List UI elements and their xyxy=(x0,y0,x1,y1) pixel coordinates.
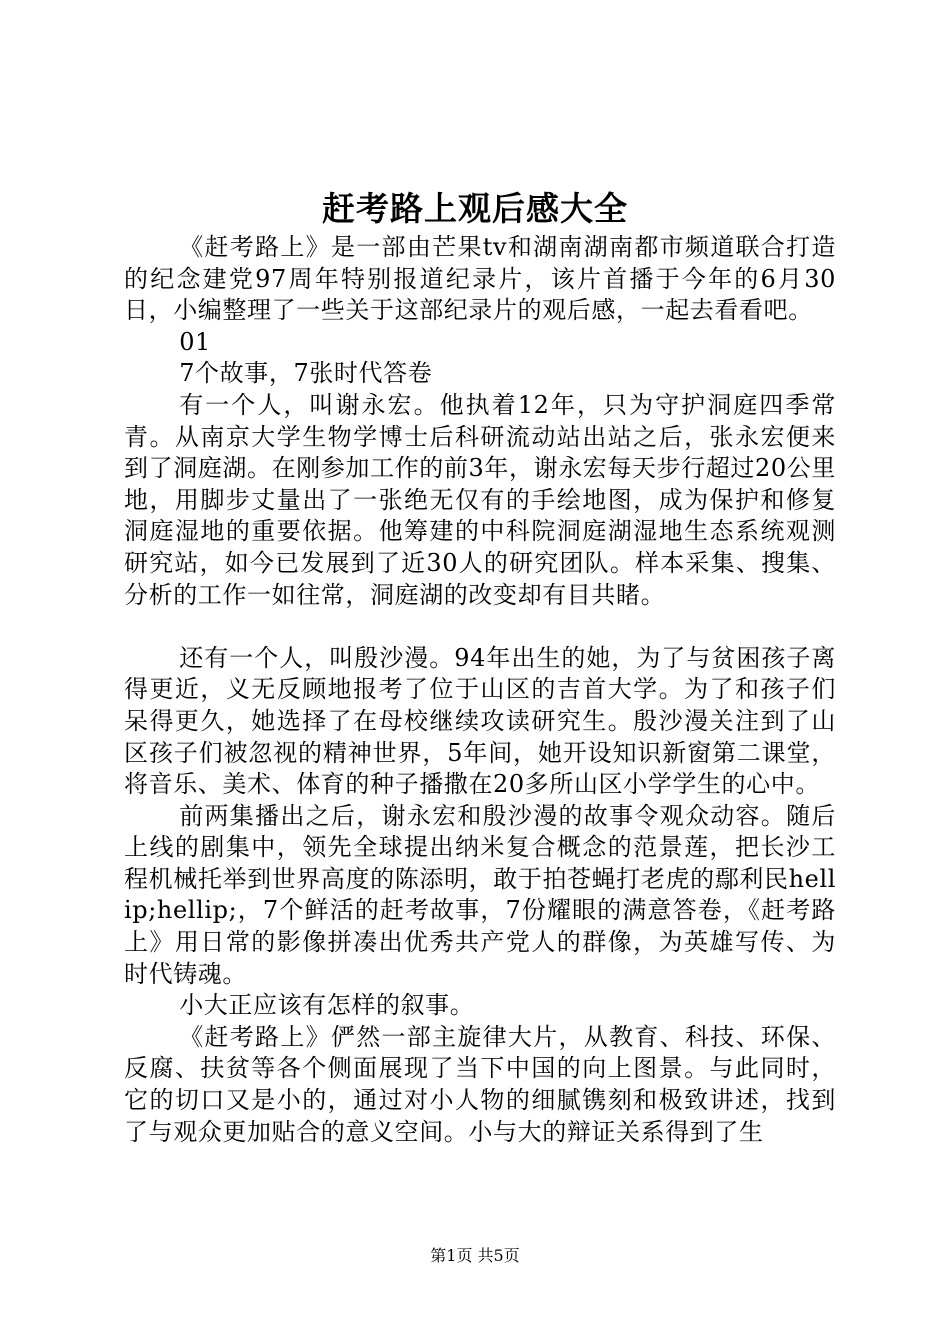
document-title: 赶考路上观后感大全 xyxy=(322,189,628,228)
paragraph-narrative-question: 小大正应该有怎样的叙事。 xyxy=(179,991,475,1020)
paragraph-episodes: 前两集播出之后，谢永宏和殷沙漫的故事令观众动容。随后上线的剧集中，领先全球提出纳米复合概念的范景莲，把长沙工程机械托举到世界高度的陈添明，敢于拍苍蝇打老虎的鄢利民hellip;hellip;，7个鲜活的赶考故事，7份耀眼的满意答卷，《赶考路上》用日常的影像拼凑出优秀共产党人的群像，为英雄写传、为时代铸魂。 xyxy=(124,801,836,988)
paragraph-intro: 《赶考路上》是一部由芒果tv和湖南湖南都市频道联合打造的纪念建党97周年特别报道纪录片，该片首播于今年的6月30日，小编整理了一些关于这部纪录片的观后感，一起去看看吧。 xyxy=(124,233,836,325)
paragraph-xie-yonghong: 有一个人，叫谢永宏。他执着12年，只为守护洞庭四季常青。从南京大学生物学博士后科研流动站出站之后，张永宏便来到了洞庭湖。在刚参加工作的前3年，谢永宏每天步行超过20公里地，用脚步丈量出了一张绝无仅有的手绘地图，成为保护和修复洞庭湿地的重要依据。他筹建的中科院洞庭湖湿地生态系统观测研究站，如今已发展到了近30人的研究团队。样本采集、搜集、分析的工作一如往常，洞庭湖的改变却有目共睹。 xyxy=(124,390,836,609)
section-heading: 7个故事，7张时代答卷 xyxy=(179,359,433,388)
section-number: 01 xyxy=(179,327,211,356)
page-number-footer: 第1页 共5页 xyxy=(430,1246,520,1265)
paragraph-yin-shaman: 还有一个人，叫殷沙漫。94年出生的她，为了与贫困孩子离得更近，义无反顾地报考了位于山区的吉首大学。为了和孩子们呆得更久，她选择了在母校继续攻读研究生。殷沙漫关注到了山区孩子们被忽视的精神世界，5年间，她开设知识新窗第二课堂，将音乐、美术、体育的种子播撒在20多所山区小学学生的心中。 xyxy=(124,643,836,799)
paragraph-main-theme: 《赶考路上》俨然一部主旋律大片，从教育、科技、环保、反腐、扶贫等各个侧面展现了当下中国的向上图景。与此同时，它的切口又是小的，通过对小人物的细腻镌刻和极致讲述，找到了与观众更加贴合的意义空间。小与大的辩证关系得到了生 xyxy=(124,1022,836,1146)
document-body xyxy=(124,232,836,1148)
